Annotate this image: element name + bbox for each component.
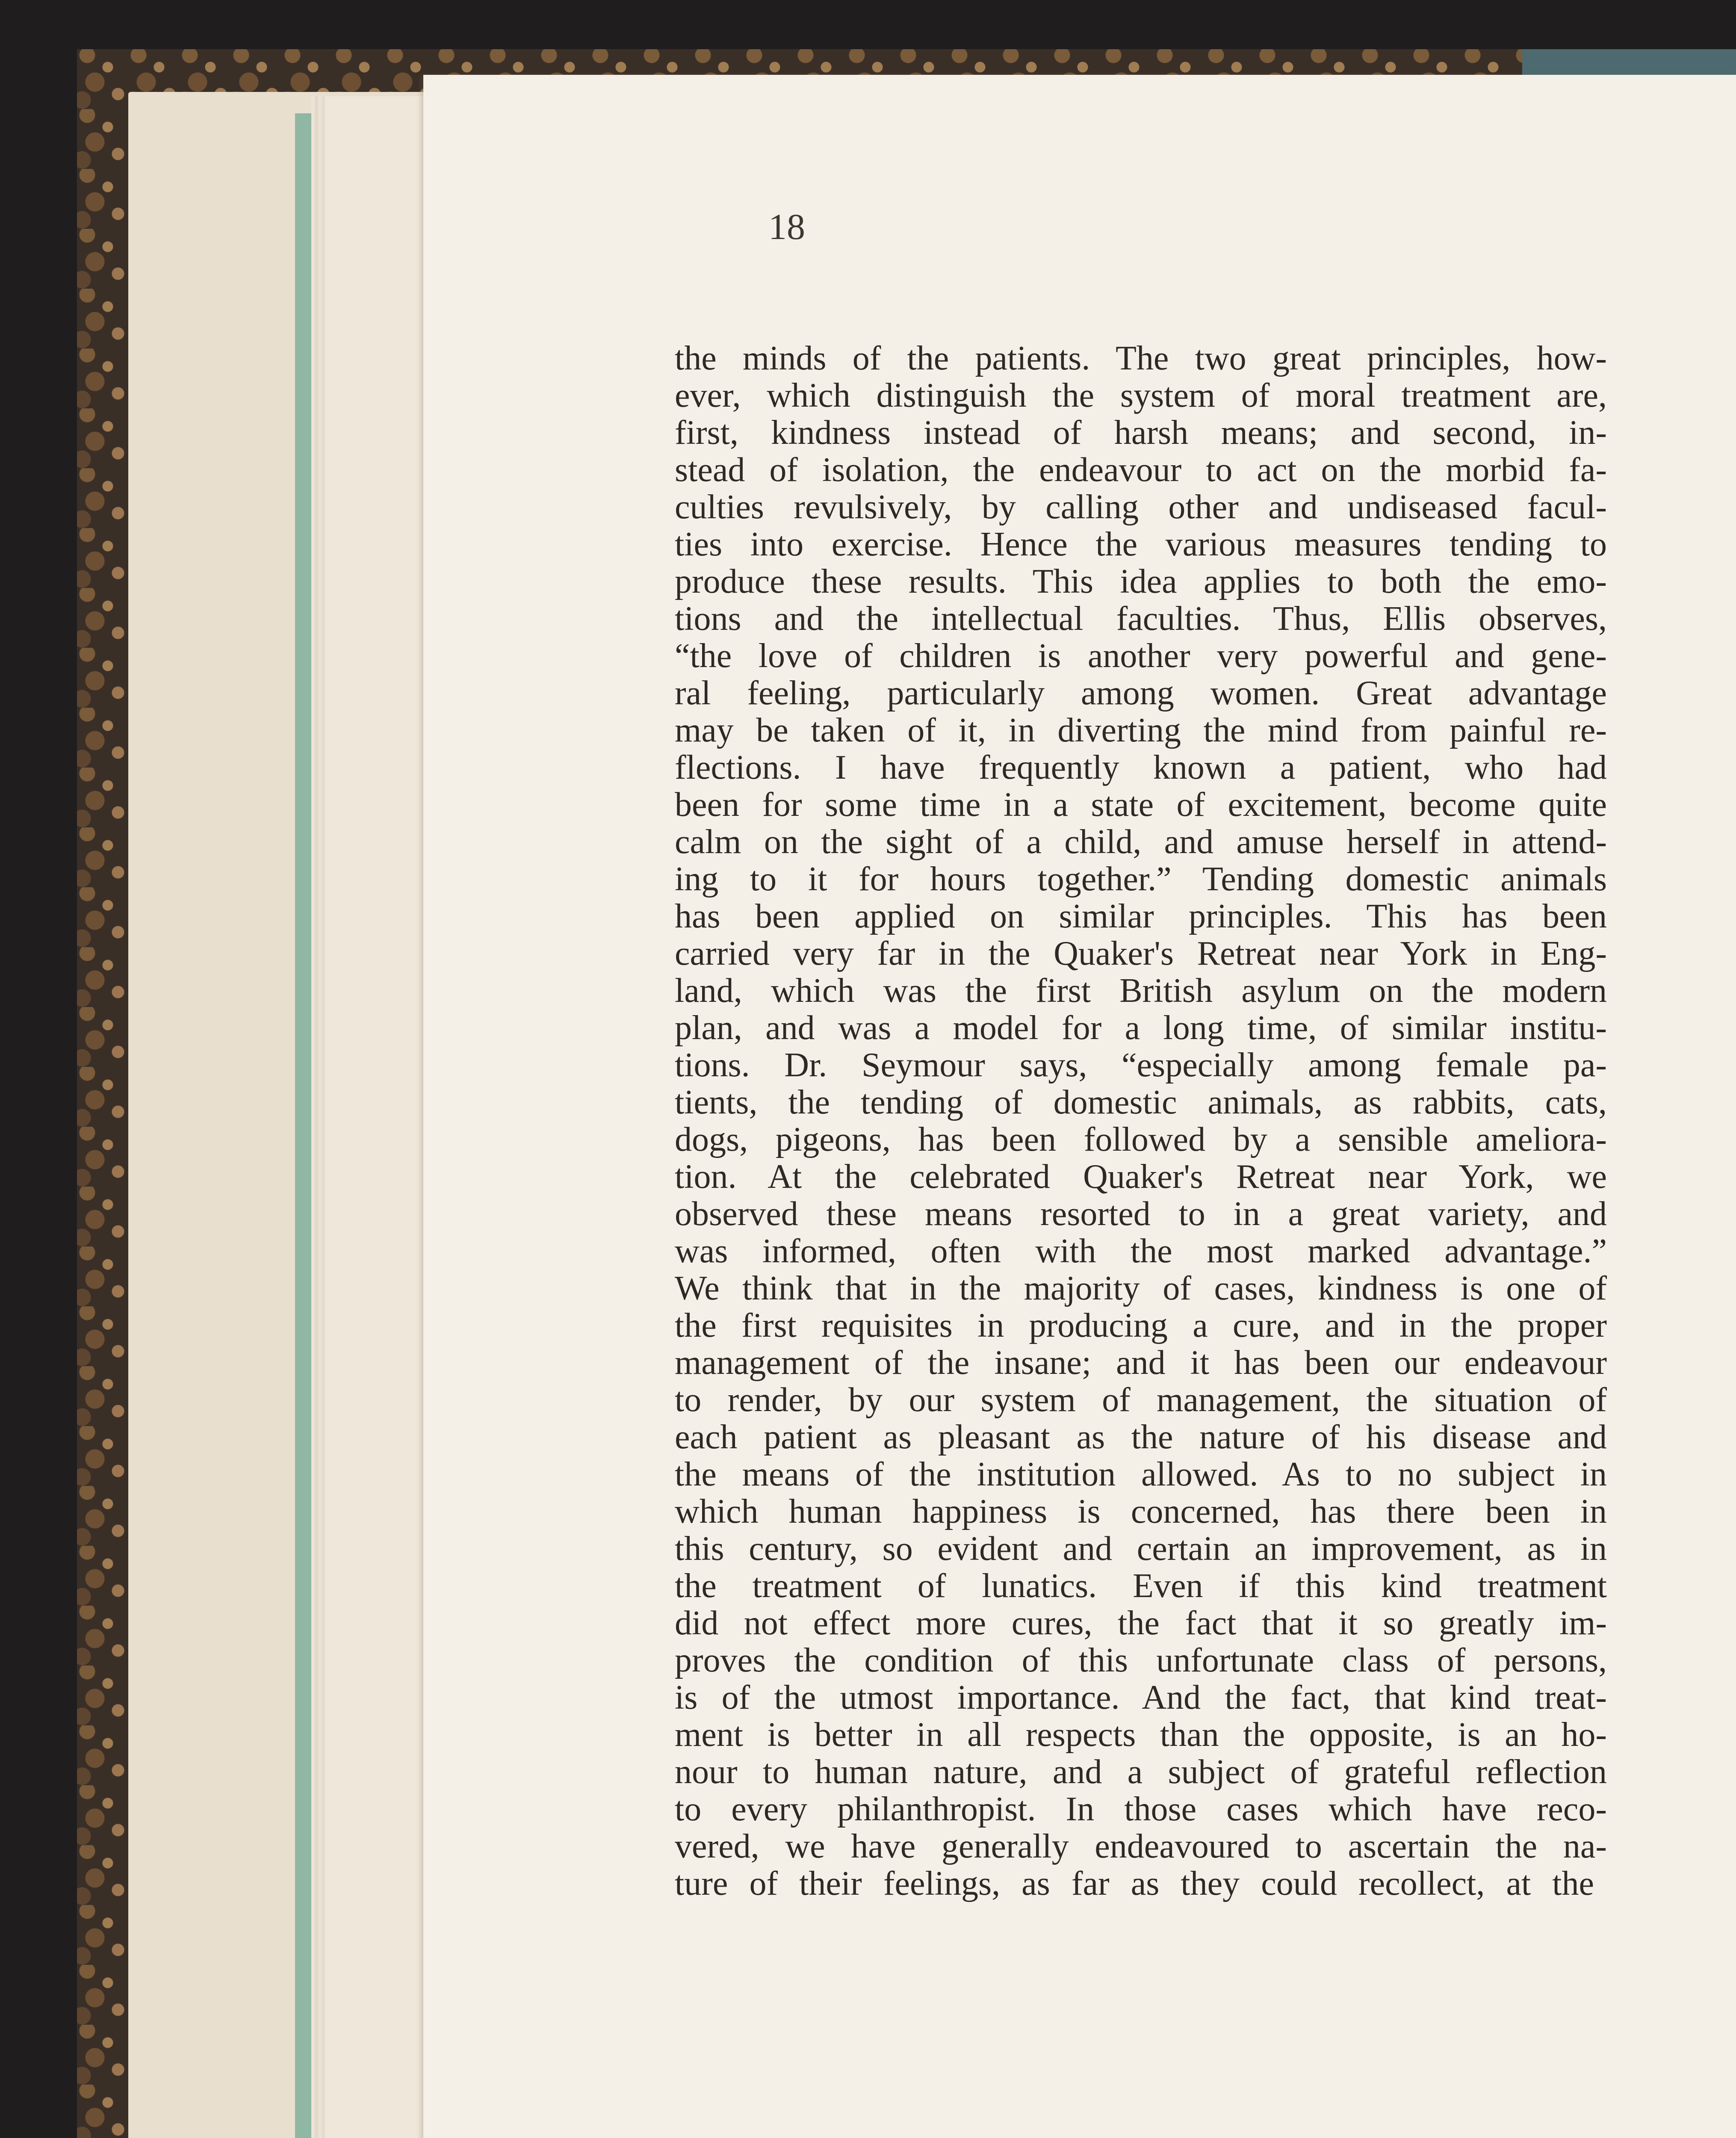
text-line: proves the condition of this unfortunate class of persons, [675,1642,1607,1679]
text-line: this century, so evident and certain an improvement, as in [675,1530,1607,1568]
text-line: plan, and was a model for a long time, of similar institu- [675,1009,1607,1047]
text-line: to every philanthropist. In those cases which have reco- [675,1790,1607,1828]
text-line: has been applied on similar principles. This has been [675,898,1607,935]
text-line: the first requisites in producing a cure, and in the proper [675,1307,1607,1344]
text-line: land, which was the first British asylum on the modern [675,972,1607,1010]
green-edge-sheet [295,113,325,2138]
text-line: ties into exercise. Hence the various measures tending to [675,526,1607,563]
body-text [675,340,1607,1902]
text-line: dogs, pigeons, has been followed by a sensible ameliora- [675,1121,1607,1158]
text-line: been for some time in a state of excitement, become quite [675,786,1607,824]
text-line: We think that in the majority of cases, kindness is one of [675,1270,1607,1307]
page-number: 18 [768,206,805,247]
text-line: produce these results. This idea applies to both the emo- [675,563,1607,600]
text-line: stead of isolation, the endeavour to act on the morbid fa- [675,451,1607,489]
text-line: the minds of the patients. The two great principles, how- [675,340,1607,377]
text-line: did not effect more cures, the fact that it so greatly im- [675,1604,1607,1642]
text-line: ever, which distinguish the system of moral treatment are, [675,377,1607,414]
text-line: which human happiness is concerned, has there been in [675,1493,1607,1530]
text-line: may be taken of it, in diverting the mind from painful re- [675,712,1607,749]
text-line: management of the insane; and it has been our endeavour [675,1344,1607,1382]
text-line: ment is better in all respects than the opposite, is an ho- [675,1716,1607,1754]
text-line: tions. Dr. Seymour says, “especially among female pa- [675,1046,1607,1084]
text-line: ture of their feelings, as far as they could recollect, at the [675,1865,1594,1902]
text-line: flections. I have frequently known a patient, who had [675,749,1607,786]
text-line: is of the utmost importance. And the fact, that kind treat- [675,1679,1607,1716]
text-line: culties revulsively, by calling other and undiseased facul- [675,488,1607,526]
text-line: ing to it for hours together.” Tending domestic animals [675,860,1607,898]
text-line: tients, the tending of domestic animals, as rabbits, cats, [675,1084,1607,1121]
text-line: nour to human nature, and a subject of grateful reflection [675,1753,1607,1791]
text-line: each patient as pleasant as the nature of his disease and [675,1418,1607,1456]
text-line: was informed, often with the most marked advantage.” [675,1232,1607,1270]
text-line: ral feeling, particularly among women. Great advantage [675,674,1607,712]
text-line: carried very far in the Quaker's Retreat near York in Eng- [675,935,1607,972]
text-line: observed these means resorted to in a great variety, and [675,1195,1607,1233]
text-line: calm on the sight of a child, and amuse herself in attend- [675,823,1607,861]
text-line: tions and the intellectual faculties. Thus, Ellis observes, [675,600,1607,638]
text-line: first, kindness instead of harsh means; and second, in- [675,414,1607,452]
text-line: vered, we have generally endeavoured to ascertain the na- [675,1828,1607,1865]
text-line: “the love of children is another very powerful and gene- [675,637,1607,675]
text-line: the treatment of lunatics. Even if this kind treatment [675,1567,1607,1605]
text-line: tion. At the celebrated Quaker's Retreat near York, we [675,1158,1607,1196]
text-line: the means of the institution allowed. As to no subject in [675,1456,1607,1493]
text-line: to render, by our system of management, the situation of [675,1381,1607,1419]
